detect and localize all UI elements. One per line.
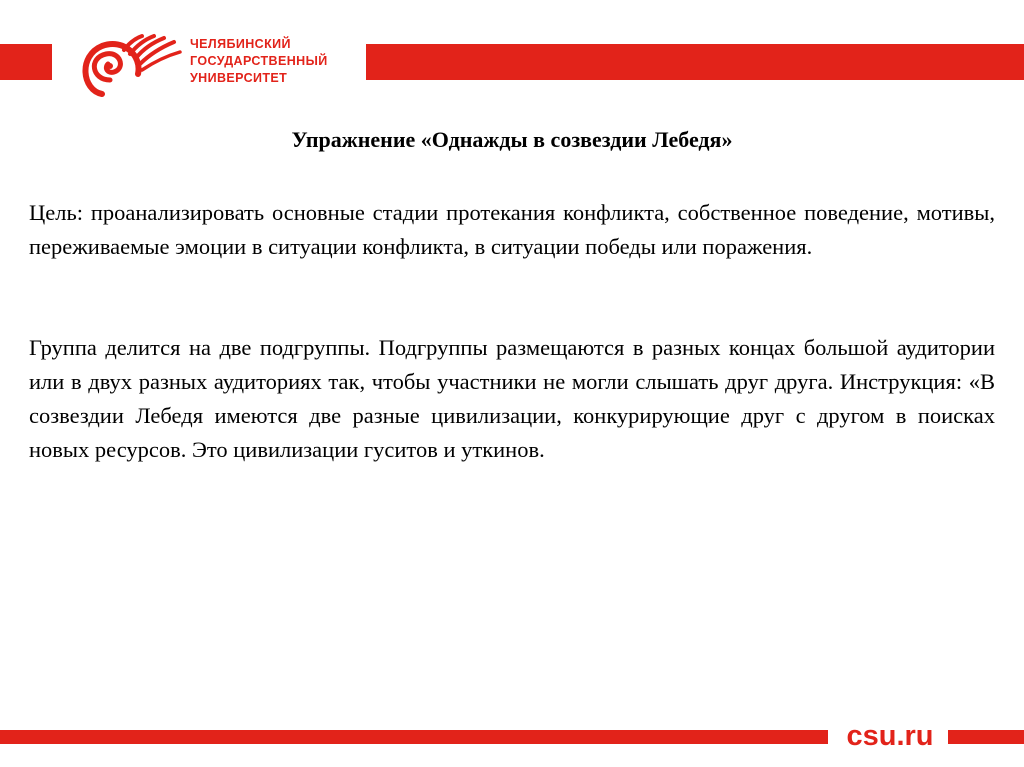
header-accent-bar-right bbox=[366, 44, 1024, 80]
instructions-paragraph: Группа делится на две подгруппы. Подгруппы размещаются в разных концах большой аудитории или в двух разных аудиториях так, чтобы участники не могли слышать друг друга. Инструкция: «В созвездии Лебедя имеются две разные цивилизации, конкурирующие друг с другом в поисках новых ресурсов. Это цивилизации гуситов и уткинов. bbox=[29, 335, 995, 462]
university-name-line-2: ГОСУДАРСТВЕННЫЙ bbox=[190, 54, 328, 68]
university-name-line-1: ЧЕЛЯБИНСКИЙ bbox=[190, 37, 291, 51]
university-name-line-3: УНИВЕРСИТЕТ bbox=[190, 71, 288, 85]
footer-accent-bar-left bbox=[0, 730, 828, 744]
header-accent-bar-left bbox=[0, 44, 52, 80]
university-name bbox=[190, 36, 328, 87]
slide-title: Упражнение «Однажды в созвездии Лебедя» bbox=[291, 127, 733, 152]
site-link[interactable]: csu.ru bbox=[846, 720, 934, 752]
goal-paragraph: Цель: проанализировать основные стадии протекания конфликта, собственное поведение, мотивы, переживаемые эмоции в ситуации конфликта, в ситуации победы или поражения. bbox=[29, 200, 995, 259]
footer-accent-bar-right bbox=[948, 730, 1024, 744]
university-logo-icon bbox=[80, 30, 182, 100]
